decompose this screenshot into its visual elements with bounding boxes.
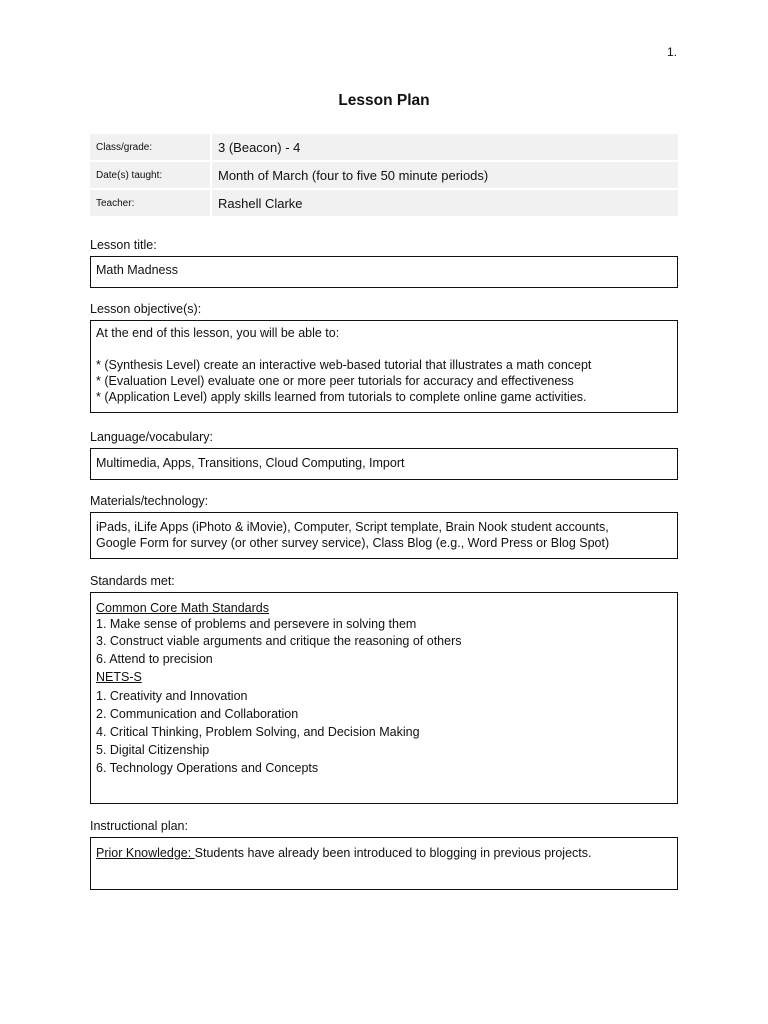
objective-item: * (Application Level) apply skills learned from tutorials to complete online game activities. xyxy=(96,390,587,404)
teacher-row xyxy=(90,189,678,217)
lesson-title-value: Math Madness xyxy=(96,263,178,277)
vocabulary-value: Multimedia, Apps, Transitions, Cloud Computing, Import xyxy=(96,456,405,470)
lesson-title-box xyxy=(90,256,678,288)
standards-label: Standards met: xyxy=(90,574,175,588)
instructional-plan-box xyxy=(90,837,678,890)
objectives-label: Lesson objective(s): xyxy=(90,302,202,316)
dates-taught-value: Month of March (four to five 50 minute periods) xyxy=(211,161,678,189)
materials-box xyxy=(90,512,678,559)
materials-label: Materials/technology: xyxy=(90,494,209,508)
info-table xyxy=(90,132,678,217)
objectives-box xyxy=(90,320,678,413)
class-grade-value: 3 (Beacon) - 4 xyxy=(211,133,678,161)
page-number: 1. xyxy=(667,45,678,59)
standard-item: 2. Communication and Collaboration xyxy=(96,706,299,721)
objective-item: * (Synthesis Level) create an interactive web-based tutorial that illustrates a math concept xyxy=(96,358,592,372)
dates-taught-label: Date(s) taught: xyxy=(90,161,211,189)
standard-item: 3. Construct viable arguments and critique the reasoning of others xyxy=(96,634,462,648)
materials-line: Google Form for survey (or other survey service), Class Blog (e.g., Word Press or Blog Spot) xyxy=(96,536,610,550)
instructional-plan-label: Instructional plan: xyxy=(90,819,188,833)
objectives-intro: At the end of this lesson, you will be able to: xyxy=(96,326,340,340)
standard-item: 1. Make sense of problems and persevere in solving them xyxy=(96,617,417,631)
class-grade-label: Class/grade: xyxy=(90,133,211,161)
prior-knowledge-text: Students have already been introduced to blogging in previous projects. xyxy=(194,846,592,860)
standard-item: 4. Critical Thinking, Problem Solving, and Decision Making xyxy=(96,725,420,740)
standards-group-heading: NETS-S xyxy=(96,670,142,685)
standards-group-heading: Common Core Math Standards xyxy=(96,601,269,615)
teacher-value: Rashell Clarke xyxy=(211,189,678,217)
standard-item: 6. Technology Operations and Concepts xyxy=(96,761,319,776)
prior-knowledge-label: Prior Knowledge: xyxy=(96,846,195,860)
lesson-title-label: Lesson title: xyxy=(90,238,157,252)
class-grade-row xyxy=(90,133,678,161)
teacher-label: Teacher: xyxy=(90,189,211,217)
dates-taught-row xyxy=(90,161,678,189)
prior-knowledge-line xyxy=(96,845,672,861)
objectives-spacer xyxy=(96,341,672,357)
document-title: Lesson Plan xyxy=(338,92,430,109)
vocabulary-box xyxy=(90,448,678,480)
standard-item: 1. Creativity and Innovation xyxy=(96,688,248,703)
standards-box xyxy=(90,592,678,804)
standard-item: 5. Digital Citizenship xyxy=(96,743,210,758)
objective-item: * (Evaluation Level) evaluate one or more peer tutorials for accuracy and effectiveness xyxy=(96,374,574,388)
standard-item: 6. Attend to precision xyxy=(96,652,213,667)
materials-line: iPads, iLife Apps (iPhoto & iMovie), Computer, Script template, Brain Nook student accounts, xyxy=(96,520,609,534)
vocabulary-label: Language/vocabulary: xyxy=(90,430,214,444)
